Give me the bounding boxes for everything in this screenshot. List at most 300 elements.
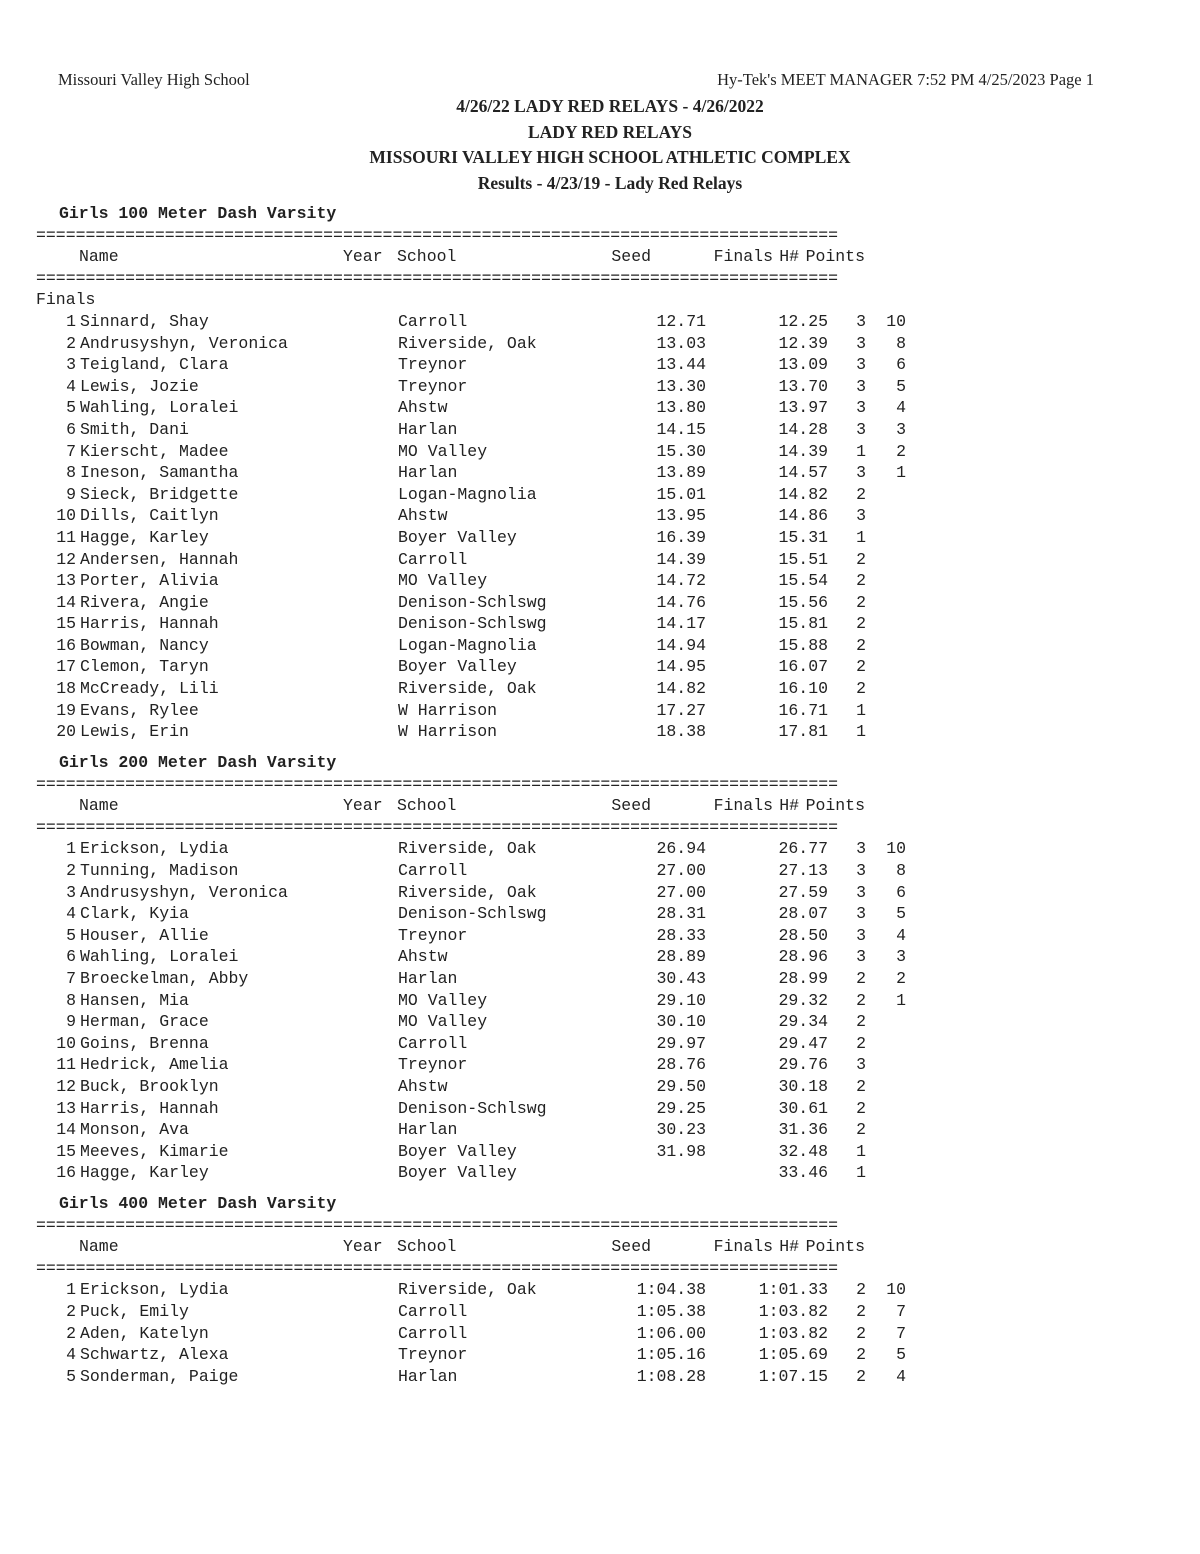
seed-time: 28.76 xyxy=(656,1055,706,1075)
place: 6 xyxy=(66,419,76,439)
finals-time: 29.47 xyxy=(778,1033,828,1053)
table-row xyxy=(36,1344,956,1366)
place: 2 xyxy=(66,333,76,353)
school: Denison-Schlswg xyxy=(398,904,547,924)
seed-time: 30.43 xyxy=(656,968,706,988)
place: 7 xyxy=(66,441,76,461)
athlete-name: McCready, Lili xyxy=(80,679,219,699)
event-200m xyxy=(36,752,956,1184)
table-row xyxy=(36,1162,956,1184)
school: MO Valley xyxy=(398,990,488,1010)
school: Treynor xyxy=(398,355,468,375)
athlete-name: Erickson, Lydia xyxy=(80,839,229,859)
heat-number: 2 xyxy=(856,679,866,699)
athlete-name: Bowman, Nancy xyxy=(80,635,209,655)
athlete-name: Andrusyshyn, Veronica xyxy=(80,882,288,902)
table-row xyxy=(36,527,956,549)
table-row xyxy=(36,1011,956,1033)
athlete-name: Ineson, Samantha xyxy=(80,463,239,483)
place: 14 xyxy=(56,1120,76,1140)
round-label: Finals xyxy=(36,290,96,310)
heat-number: 2 xyxy=(856,571,866,591)
finals-time: 29.76 xyxy=(778,1055,828,1075)
athlete-name: Sinnard, Shay xyxy=(80,311,209,331)
finals-time: 28.99 xyxy=(778,968,828,988)
school: Riverside, Oak xyxy=(398,679,537,699)
place: 15 xyxy=(56,614,76,634)
points: 5 xyxy=(896,904,906,924)
seed-time: 14.15 xyxy=(656,419,706,439)
col-name-header: Name xyxy=(79,247,119,267)
school: Riverside, Oak xyxy=(398,333,537,353)
place: 10 xyxy=(56,506,76,526)
seed-time: 13.89 xyxy=(656,463,706,483)
seed-time: 13.95 xyxy=(656,506,706,526)
place: 18 xyxy=(56,679,76,699)
seed-time: 28.89 xyxy=(656,947,706,967)
school: Riverside, Oak xyxy=(398,839,537,859)
school-name: Missouri Valley High School xyxy=(58,70,250,89)
table-row xyxy=(36,592,956,614)
column-header-row xyxy=(36,1236,956,1258)
school: Harlan xyxy=(398,1120,458,1140)
table-row xyxy=(36,860,956,882)
athlete-name: Houser, Allie xyxy=(80,925,209,945)
finals-time: 30.61 xyxy=(778,1098,828,1118)
col-year-header: Year xyxy=(343,1237,383,1257)
meet-titles xyxy=(0,94,1200,196)
table-row xyxy=(36,1323,956,1345)
heat-number: 1 xyxy=(856,1163,866,1183)
meet-title-line: Results - 4/23/19 - Lady Red Relays xyxy=(477,172,743,193)
seed-time: 14.76 xyxy=(656,592,706,612)
table-row xyxy=(36,1366,956,1388)
school: Denison-Schlswg xyxy=(398,614,547,634)
table-row xyxy=(36,462,956,484)
table-row xyxy=(36,990,956,1012)
table-row xyxy=(36,505,956,527)
seed-time: 27.00 xyxy=(656,882,706,902)
points: 1 xyxy=(896,463,906,483)
heat-number: 2 xyxy=(856,614,866,634)
table-row xyxy=(36,1141,956,1163)
heat-number: 3 xyxy=(856,355,866,375)
heat-number: 2 xyxy=(856,1301,866,1321)
seed-time: 13.44 xyxy=(656,355,706,375)
points: 2 xyxy=(896,968,906,988)
header-rule: ================================================================================= xyxy=(36,1258,839,1278)
finals-time: 33.46 xyxy=(778,1163,828,1183)
place: 3 xyxy=(66,355,76,375)
place: 5 xyxy=(66,1366,76,1386)
finals-time: 28.50 xyxy=(778,925,828,945)
school: Carroll xyxy=(398,1301,468,1321)
seed-time: 14.39 xyxy=(656,549,706,569)
athlete-name: Goins, Brenna xyxy=(80,1033,209,1053)
school: Ahstw xyxy=(398,398,448,418)
athlete-name: Harris, Hannah xyxy=(80,614,219,634)
col-seed-header: Seed xyxy=(611,796,651,816)
table-row xyxy=(36,376,956,398)
heat-number: 1 xyxy=(856,527,866,547)
athlete-name: Herman, Grace xyxy=(80,1012,209,1032)
table-row xyxy=(36,570,956,592)
table-row xyxy=(36,882,956,904)
finals-time: 28.07 xyxy=(778,904,828,924)
place: 3 xyxy=(66,882,76,902)
table-row xyxy=(36,1054,956,1076)
event-title: Girls 100 Meter Dash Varsity xyxy=(59,204,337,223)
header-rule: ================================================================================= xyxy=(36,774,839,794)
col-year-header: Year xyxy=(343,796,383,816)
place: 13 xyxy=(56,1098,76,1118)
school: Treynor xyxy=(398,376,468,396)
event-100m xyxy=(36,203,956,743)
athlete-name: Hagge, Karley xyxy=(80,1163,209,1183)
table-row xyxy=(36,838,956,860)
seed-time: 30.23 xyxy=(656,1120,706,1140)
heat-number: 1 xyxy=(856,722,866,742)
col-heat-header: H# xyxy=(779,1237,799,1257)
athlete-name: Andersen, Hannah xyxy=(80,549,239,569)
place: 4 xyxy=(66,1345,76,1365)
heat-number: 3 xyxy=(856,376,866,396)
place: 13 xyxy=(56,571,76,591)
heat-number: 1 xyxy=(856,700,866,720)
table-row xyxy=(36,613,956,635)
finals-time: 31.36 xyxy=(778,1120,828,1140)
table-row xyxy=(36,678,956,700)
col-seed-header: Seed xyxy=(611,247,651,267)
table-row xyxy=(36,311,956,333)
athlete-name: Monson, Ava xyxy=(80,1120,189,1140)
heat-number: 3 xyxy=(856,860,866,880)
heat-number: 2 xyxy=(856,549,866,569)
col-points-header: Points xyxy=(805,796,865,816)
col-school-header: School xyxy=(397,796,457,816)
school: Harlan xyxy=(398,419,458,439)
seed-time: 14.72 xyxy=(656,571,706,591)
table-row xyxy=(36,635,956,657)
finals-time: 28.96 xyxy=(778,947,828,967)
points: 7 xyxy=(896,1301,906,1321)
seed-time: 13.80 xyxy=(656,398,706,418)
table-row xyxy=(36,1301,956,1323)
column-header-row xyxy=(36,795,956,817)
table-row xyxy=(36,549,956,571)
school: MO Valley xyxy=(398,441,488,461)
table-row xyxy=(36,1098,956,1120)
table-row xyxy=(36,354,956,376)
table-row xyxy=(36,333,956,355)
place: 20 xyxy=(56,722,76,742)
athlete-name: Clemon, Taryn xyxy=(80,657,209,677)
seed-time: 29.50 xyxy=(656,1076,706,1096)
athlete-name: Kierscht, Madee xyxy=(80,441,229,461)
place: 15 xyxy=(56,1141,76,1161)
athlete-name: Andrusyshyn, Veronica xyxy=(80,333,288,353)
table-row xyxy=(36,1076,956,1098)
finals-time: 29.32 xyxy=(778,990,828,1010)
heat-number: 2 xyxy=(856,484,866,504)
heat-number: 2 xyxy=(856,635,866,655)
points: 2 xyxy=(896,441,906,461)
seed-time: 30.10 xyxy=(656,1012,706,1032)
school: Ahstw xyxy=(398,947,448,967)
school: Denison-Schlswg xyxy=(398,592,547,612)
finals-time: 27.59 xyxy=(778,882,828,902)
school: Treynor xyxy=(398,1055,468,1075)
table-row xyxy=(36,946,956,968)
seed-time: 14.82 xyxy=(656,679,706,699)
points: 6 xyxy=(896,355,906,375)
place: 14 xyxy=(56,592,76,612)
school: Denison-Schlswg xyxy=(398,1098,547,1118)
athlete-name: Teigland, Clara xyxy=(80,355,229,375)
points: 4 xyxy=(896,1366,906,1386)
school: W Harrison xyxy=(398,722,498,742)
athlete-name: Hagge, Karley xyxy=(80,527,209,547)
seed-time: 14.17 xyxy=(656,614,706,634)
col-finals-header: Finals xyxy=(713,1237,773,1257)
finals-time: 1:03.82 xyxy=(758,1301,828,1321)
col-points-header: Points xyxy=(805,1237,865,1257)
finals-time: 12.25 xyxy=(778,311,828,331)
heat-number: 3 xyxy=(856,1055,866,1075)
athlete-name: Dills, Caitlyn xyxy=(80,506,219,526)
athlete-name: Tunning, Madison xyxy=(80,860,239,880)
header-rule: ================================================================================= xyxy=(36,225,839,245)
col-heat-header: H# xyxy=(779,796,799,816)
school: Ahstw xyxy=(398,506,448,526)
seed-time: 1:04.38 xyxy=(636,1280,706,1300)
points: 5 xyxy=(896,376,906,396)
seed-time: 17.27 xyxy=(656,700,706,720)
points: 4 xyxy=(896,925,906,945)
place: 12 xyxy=(56,1076,76,1096)
place: 2 xyxy=(66,860,76,880)
event-400m xyxy=(36,1193,956,1387)
seed-time: 29.25 xyxy=(656,1098,706,1118)
col-points-header: Points xyxy=(805,247,865,267)
table-row xyxy=(36,441,956,463)
heat-number: 3 xyxy=(856,419,866,439)
heat-number: 2 xyxy=(856,968,866,988)
heat-number: 2 xyxy=(856,1012,866,1032)
athlete-name: Clark, Kyia xyxy=(80,904,189,924)
col-finals-header: Finals xyxy=(713,796,773,816)
col-year-header: Year xyxy=(343,247,383,267)
finals-time: 16.07 xyxy=(778,657,828,677)
school: Harlan xyxy=(398,1366,458,1386)
header-rule: ================================================================================= xyxy=(36,817,839,837)
school: Ahstw xyxy=(398,1076,448,1096)
seed-time: 18.38 xyxy=(656,722,706,742)
place: 16 xyxy=(56,635,76,655)
table-row xyxy=(36,968,956,990)
place: 11 xyxy=(56,527,76,547)
heat-number: 3 xyxy=(856,311,866,331)
seed-time: 14.94 xyxy=(656,635,706,655)
seed-time: 1:05.16 xyxy=(636,1345,706,1365)
athlete-name: Aden, Katelyn xyxy=(80,1323,209,1343)
school: Boyer Valley xyxy=(398,657,517,677)
athlete-name: Schwartz, Alexa xyxy=(80,1345,229,1365)
finals-time: 13.97 xyxy=(778,398,828,418)
school: Riverside, Oak xyxy=(398,882,537,902)
finals-time: 32.48 xyxy=(778,1141,828,1161)
seed-time: 1:05.38 xyxy=(636,1301,706,1321)
school: MO Valley xyxy=(398,571,488,591)
place: 7 xyxy=(66,968,76,988)
finals-time: 30.18 xyxy=(778,1076,828,1096)
place: 9 xyxy=(66,1012,76,1032)
table-row xyxy=(36,1279,956,1301)
heat-number: 2 xyxy=(856,990,866,1010)
heat-number: 3 xyxy=(856,925,866,945)
finals-time: 26.77 xyxy=(778,839,828,859)
school: Carroll xyxy=(398,1033,468,1053)
school: W Harrison xyxy=(398,700,498,720)
place: 2 xyxy=(66,1301,76,1321)
school: Harlan xyxy=(398,968,458,988)
seed-time: 1:06.00 xyxy=(636,1323,706,1343)
finals-time: 14.82 xyxy=(778,484,828,504)
finals-time: 13.09 xyxy=(778,355,828,375)
col-heat-header: H# xyxy=(779,247,799,267)
athlete-name: Sonderman, Paige xyxy=(80,1366,239,1386)
place: 4 xyxy=(66,904,76,924)
finals-time: 17.81 xyxy=(778,722,828,742)
table-row xyxy=(36,484,956,506)
seed-time: 31.98 xyxy=(656,1141,706,1161)
heat-number: 2 xyxy=(856,1323,866,1343)
finals-time: 16.10 xyxy=(778,679,828,699)
seed-time: 28.31 xyxy=(656,904,706,924)
heat-number: 3 xyxy=(856,463,866,483)
points: 1 xyxy=(896,990,906,1010)
table-row xyxy=(36,656,956,678)
points: 5 xyxy=(896,1345,906,1365)
event-title: Girls 400 Meter Dash Varsity xyxy=(59,1194,337,1213)
column-header-row xyxy=(36,246,956,268)
heat-number: 1 xyxy=(856,441,866,461)
place: 12 xyxy=(56,549,76,569)
finals-time: 15.56 xyxy=(778,592,828,612)
finals-time: 15.31 xyxy=(778,527,828,547)
header-rule: ================================================================================= xyxy=(36,1215,839,1235)
heat-number: 3 xyxy=(856,333,866,353)
place: 5 xyxy=(66,925,76,945)
points: 3 xyxy=(896,419,906,439)
finals-time: 15.88 xyxy=(778,635,828,655)
school: Boyer Valley xyxy=(398,1163,517,1183)
seed-time: 13.30 xyxy=(656,376,706,396)
school: Carroll xyxy=(398,1323,468,1343)
heat-number: 2 xyxy=(856,592,866,612)
athlete-name: Evans, Rylee xyxy=(80,700,199,720)
place: 2 xyxy=(66,1323,76,1343)
points: 10 xyxy=(886,311,906,331)
athlete-name: Wahling, Loralei xyxy=(80,947,239,967)
seed-time: 26.94 xyxy=(656,839,706,859)
table-row xyxy=(36,397,956,419)
finals-time: 13.70 xyxy=(778,376,828,396)
place: 11 xyxy=(56,1055,76,1075)
place: 16 xyxy=(56,1163,76,1183)
seed-time: 15.30 xyxy=(656,441,706,461)
athlete-name: Porter, Alivia xyxy=(80,571,219,591)
athlete-name: Puck, Emily xyxy=(80,1301,189,1321)
heat-number: 2 xyxy=(856,1366,866,1386)
seed-time: 16.39 xyxy=(656,527,706,547)
place: 19 xyxy=(56,700,76,720)
finals-time: 1:01.33 xyxy=(758,1280,828,1300)
athlete-name: Hedrick, Amelia xyxy=(80,1055,229,1075)
heat-number: 2 xyxy=(856,1076,866,1096)
heat-number: 2 xyxy=(856,657,866,677)
page-header xyxy=(58,70,1094,94)
table-row xyxy=(36,1119,956,1141)
seed-time: 29.97 xyxy=(656,1033,706,1053)
heat-number: 2 xyxy=(856,1033,866,1053)
heat-number: 3 xyxy=(856,904,866,924)
points: 3 xyxy=(896,947,906,967)
school: Logan-Magnolia xyxy=(398,484,537,504)
heat-number: 3 xyxy=(856,506,866,526)
athlete-name: Rivera, Angie xyxy=(80,592,209,612)
finals-time: 14.86 xyxy=(778,506,828,526)
place: 9 xyxy=(66,484,76,504)
meet-title-line: 4/26/22 LADY RED RELAYS - 4/26/2022 xyxy=(456,96,764,116)
table-row xyxy=(36,419,956,441)
heat-number: 2 xyxy=(856,1098,866,1118)
place: 8 xyxy=(66,463,76,483)
heat-number: 3 xyxy=(856,882,866,902)
finals-time: 1:05.69 xyxy=(758,1345,828,1365)
header-rule: ================================================================================= xyxy=(36,268,839,288)
athlete-name: Wahling, Loralei xyxy=(80,398,239,418)
col-school-header: School xyxy=(397,1237,457,1257)
school: Riverside, Oak xyxy=(398,1280,537,1300)
place: 1 xyxy=(66,311,76,331)
table-row xyxy=(36,925,956,947)
seed-time: 13.03 xyxy=(656,333,706,353)
finals-time: 16.71 xyxy=(778,700,828,720)
points: 8 xyxy=(896,860,906,880)
seed-time: 27.00 xyxy=(656,860,706,880)
athlete-name: Broeckelman, Abby xyxy=(80,968,249,988)
athlete-name: Erickson, Lydia xyxy=(80,1280,229,1300)
software-stamp: Hy-Tek's MEET MANAGER 7:52 PM 4/25/2023 Page 1 xyxy=(717,70,1094,89)
seed-time: 14.95 xyxy=(656,657,706,677)
place: 17 xyxy=(56,657,76,677)
points: 10 xyxy=(886,839,906,859)
school: Boyer Valley xyxy=(398,1141,517,1161)
finals-time: 12.39 xyxy=(778,333,828,353)
col-school-header: School xyxy=(397,247,457,267)
points: 10 xyxy=(886,1280,906,1300)
seed-time: 1:08.28 xyxy=(636,1366,706,1386)
school: Treynor xyxy=(398,925,468,945)
finals-time: 14.28 xyxy=(778,419,828,439)
points: 4 xyxy=(896,398,906,418)
meet-title-line: MISSOURI VALLEY HIGH SCHOOL ATHLETIC COMPLEX xyxy=(369,147,851,167)
table-row xyxy=(36,700,956,722)
col-finals-header: Finals xyxy=(713,247,773,267)
finals-time: 27.13 xyxy=(778,860,828,880)
place: 4 xyxy=(66,376,76,396)
